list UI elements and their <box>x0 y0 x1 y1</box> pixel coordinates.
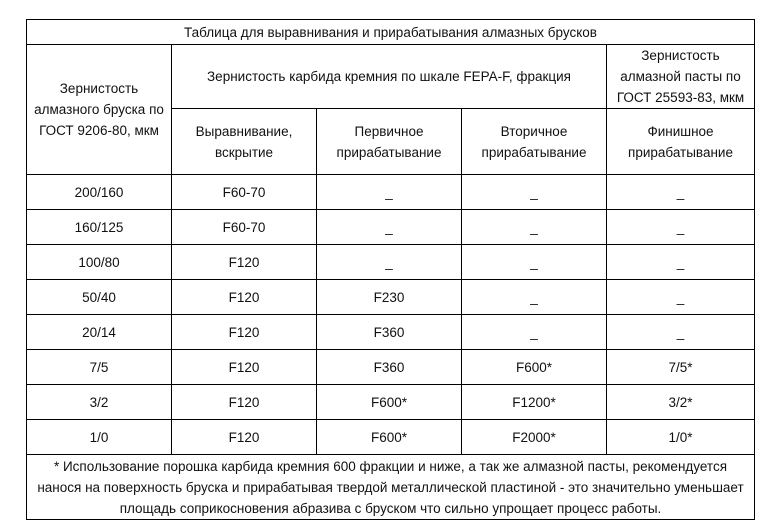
grit-table <box>26 19 755 520</box>
cell-finish: 1/0* <box>607 420 755 455</box>
footnote-line: * Использование порошка карбида кремния 600 фракции и ниже, а так же алмазной пасты, рекомендуется <box>53 458 728 474</box>
cell-secondary: _ <box>462 175 607 210</box>
header-paste-line: Зернистость <box>641 48 720 63</box>
header-paste <box>607 45 755 109</box>
cell-secondary: _ <box>462 210 607 245</box>
cell-secondary: F2000* <box>462 420 607 455</box>
header-grit-line: Зернистость <box>59 81 139 96</box>
header-finish-line: Финишное <box>647 123 714 139</box>
cell-primary: F360 <box>317 315 462 350</box>
table-row <box>27 350 755 385</box>
cell-grit: 3/2 <box>27 385 172 420</box>
table-row <box>27 175 755 210</box>
cell-secondary: _ <box>462 315 607 350</box>
header-grit <box>27 45 172 175</box>
table-row <box>27 315 755 350</box>
cell-grit: 1/0 <box>27 420 172 455</box>
cell-finish: _ <box>607 210 755 245</box>
cell-grit: 50/40 <box>27 280 172 315</box>
cell-align: F60-70 <box>172 175 317 210</box>
header-secondary-line: Вторичное <box>500 123 568 139</box>
header-primary-line: прирабатывание <box>336 144 442 160</box>
cell-secondary: _ <box>462 280 607 315</box>
header-grit-line: алмазного бруска по <box>34 102 164 117</box>
header-primary-line: Первичное <box>354 123 424 139</box>
cell-primary: _ <box>317 175 462 210</box>
cell-primary: F230 <box>317 280 462 315</box>
cell-secondary: _ <box>462 245 607 280</box>
header-grit-line: ГОСТ 9206-80, мкм <box>39 123 159 138</box>
header-primary <box>317 109 462 175</box>
cell-secondary: F600* <box>462 350 607 385</box>
header-finish-line: прирабатывание <box>628 144 733 160</box>
cell-align: F120 <box>172 350 317 385</box>
table-title: Таблица для выравнивания и прирабатывания алмазных брусков <box>27 20 755 45</box>
footnote-line: площадь соприкосновения абразива с бруском что сильно упрощает процесс работы. <box>119 500 662 516</box>
cell-primary: F360 <box>317 350 462 385</box>
cell-primary: F600* <box>317 385 462 420</box>
cell-primary: _ <box>317 210 462 245</box>
cell-align: F120 <box>172 420 317 455</box>
cell-finish: _ <box>607 175 755 210</box>
cell-finish: _ <box>607 245 755 280</box>
cell-align: F120 <box>172 385 317 420</box>
header-align <box>172 109 317 175</box>
footnote-line: нанося на поверхность бруска и прирабатывая твердой металлической пластиной - это значительно уменьшает <box>37 479 744 495</box>
header-secondary-line: прирабатывание <box>481 144 587 160</box>
cell-grit: 7/5 <box>27 350 172 385</box>
header-finish <box>607 109 755 175</box>
cell-finish: _ <box>607 280 755 315</box>
table-row <box>27 210 755 245</box>
cell-primary: F600* <box>317 420 462 455</box>
cell-secondary: F1200* <box>462 385 607 420</box>
header-sic-group: Зернистость карбида кремния по шкале FEPA-F, фракция <box>172 45 607 109</box>
cell-align: F120 <box>172 245 317 280</box>
cell-grit: 20/14 <box>27 315 172 350</box>
header-paste-line: алмазной пасты по <box>620 69 741 84</box>
cell-grit: 200/160 <box>27 175 172 210</box>
table-row <box>27 385 755 420</box>
cell-finish: _ <box>607 315 755 350</box>
header-paste-line: ГОСТ 25593-83, мкм <box>616 90 745 105</box>
cell-grit: 160/125 <box>27 210 172 245</box>
cell-finish: 7/5* <box>607 350 755 385</box>
table-row <box>27 280 755 315</box>
header-align-line: вскрытие <box>214 144 274 160</box>
cell-align: F120 <box>172 315 317 350</box>
cell-grit: 100/80 <box>27 245 172 280</box>
table-row <box>27 420 755 455</box>
cell-primary: _ <box>317 245 462 280</box>
cell-align: F120 <box>172 280 317 315</box>
cell-align: F60-70 <box>172 210 317 245</box>
header-align-line: Выравнивание, <box>195 123 293 139</box>
table-row <box>27 245 755 280</box>
header-secondary <box>462 109 607 175</box>
cell-finish: 3/2* <box>607 385 755 420</box>
footnote <box>27 455 755 520</box>
